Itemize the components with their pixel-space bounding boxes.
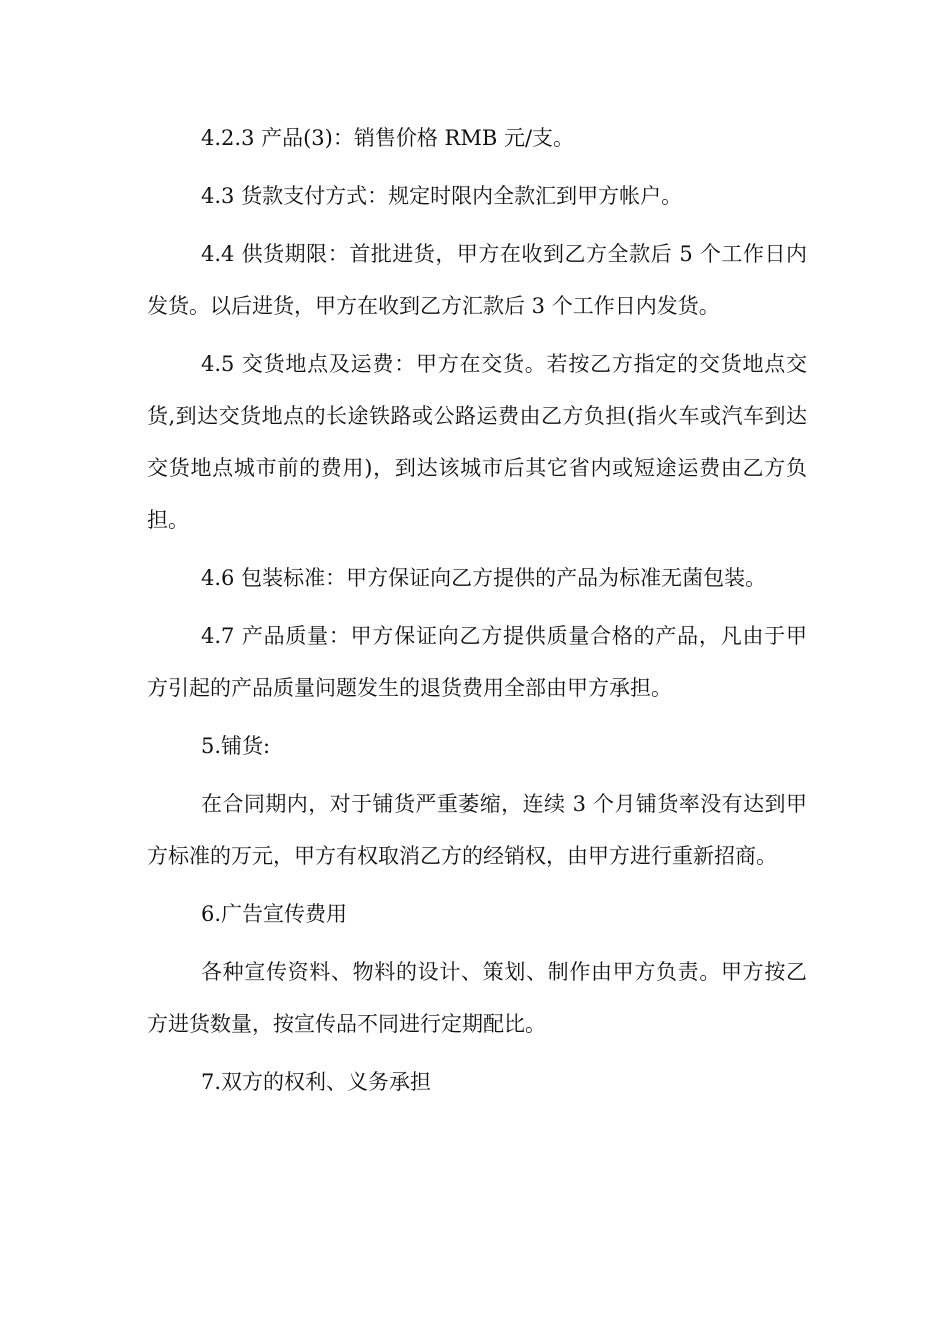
paragraph-4-7: 4.7 产品质量：甲方保证向乙方提供质量合格的产品，凡由于甲方引起的产品质量问题发生的退货费用全部由甲方承担。 bbox=[147, 624, 807, 700]
section-heading-7: 7.双方的权利、义务承担 bbox=[201, 1070, 432, 1094]
section-heading-6: 6.广告宣传费用 bbox=[201, 902, 348, 926]
paragraph-4-2-3: 4.2.3 产品(3)：销售价格 RMB 元/支。 bbox=[201, 126, 575, 150]
paragraph-4-4: 4.4 供货期限：首批进货，甲方在收到乙方全款后 5 个工作日内发货。以后进货，甲方在收到乙方汇款后 3 个工作日内发货。 bbox=[147, 242, 807, 318]
document-body bbox=[147, 112, 807, 1114]
paragraph-4-5: 4.5 交货地点及运费：甲方在交货。若按乙方指定的交货地点交货,到达交货地点的长途铁路或公路运费由乙方负担(指火车或汽车到达交货地点城市前的费用)，到达该城市后其它省内或短途运费由乙方负担。 bbox=[147, 352, 807, 532]
paragraph-4-6: 4.6 包装标准：甲方保证向乙方提供的产品为标准无菌包装。 bbox=[201, 566, 767, 590]
paragraph-4-3: 4.3 货款支付方式：规定时限内全款汇到甲方帐户。 bbox=[201, 184, 683, 208]
section-heading-5: 5.铺货: bbox=[201, 734, 271, 758]
paragraph-5-body: 在合同期内，对于铺货严重萎缩，连续 3 个月铺货率没有达到甲方标准的万元，甲方有权取消乙方的经销权，由甲方进行重新招商。 bbox=[147, 792, 807, 868]
paragraph-6-body: 各种宣传资料、物料的设计、策划、制作由甲方负责。甲方按乙方进货数量，按宣传品不同进行定期配比。 bbox=[147, 960, 807, 1036]
